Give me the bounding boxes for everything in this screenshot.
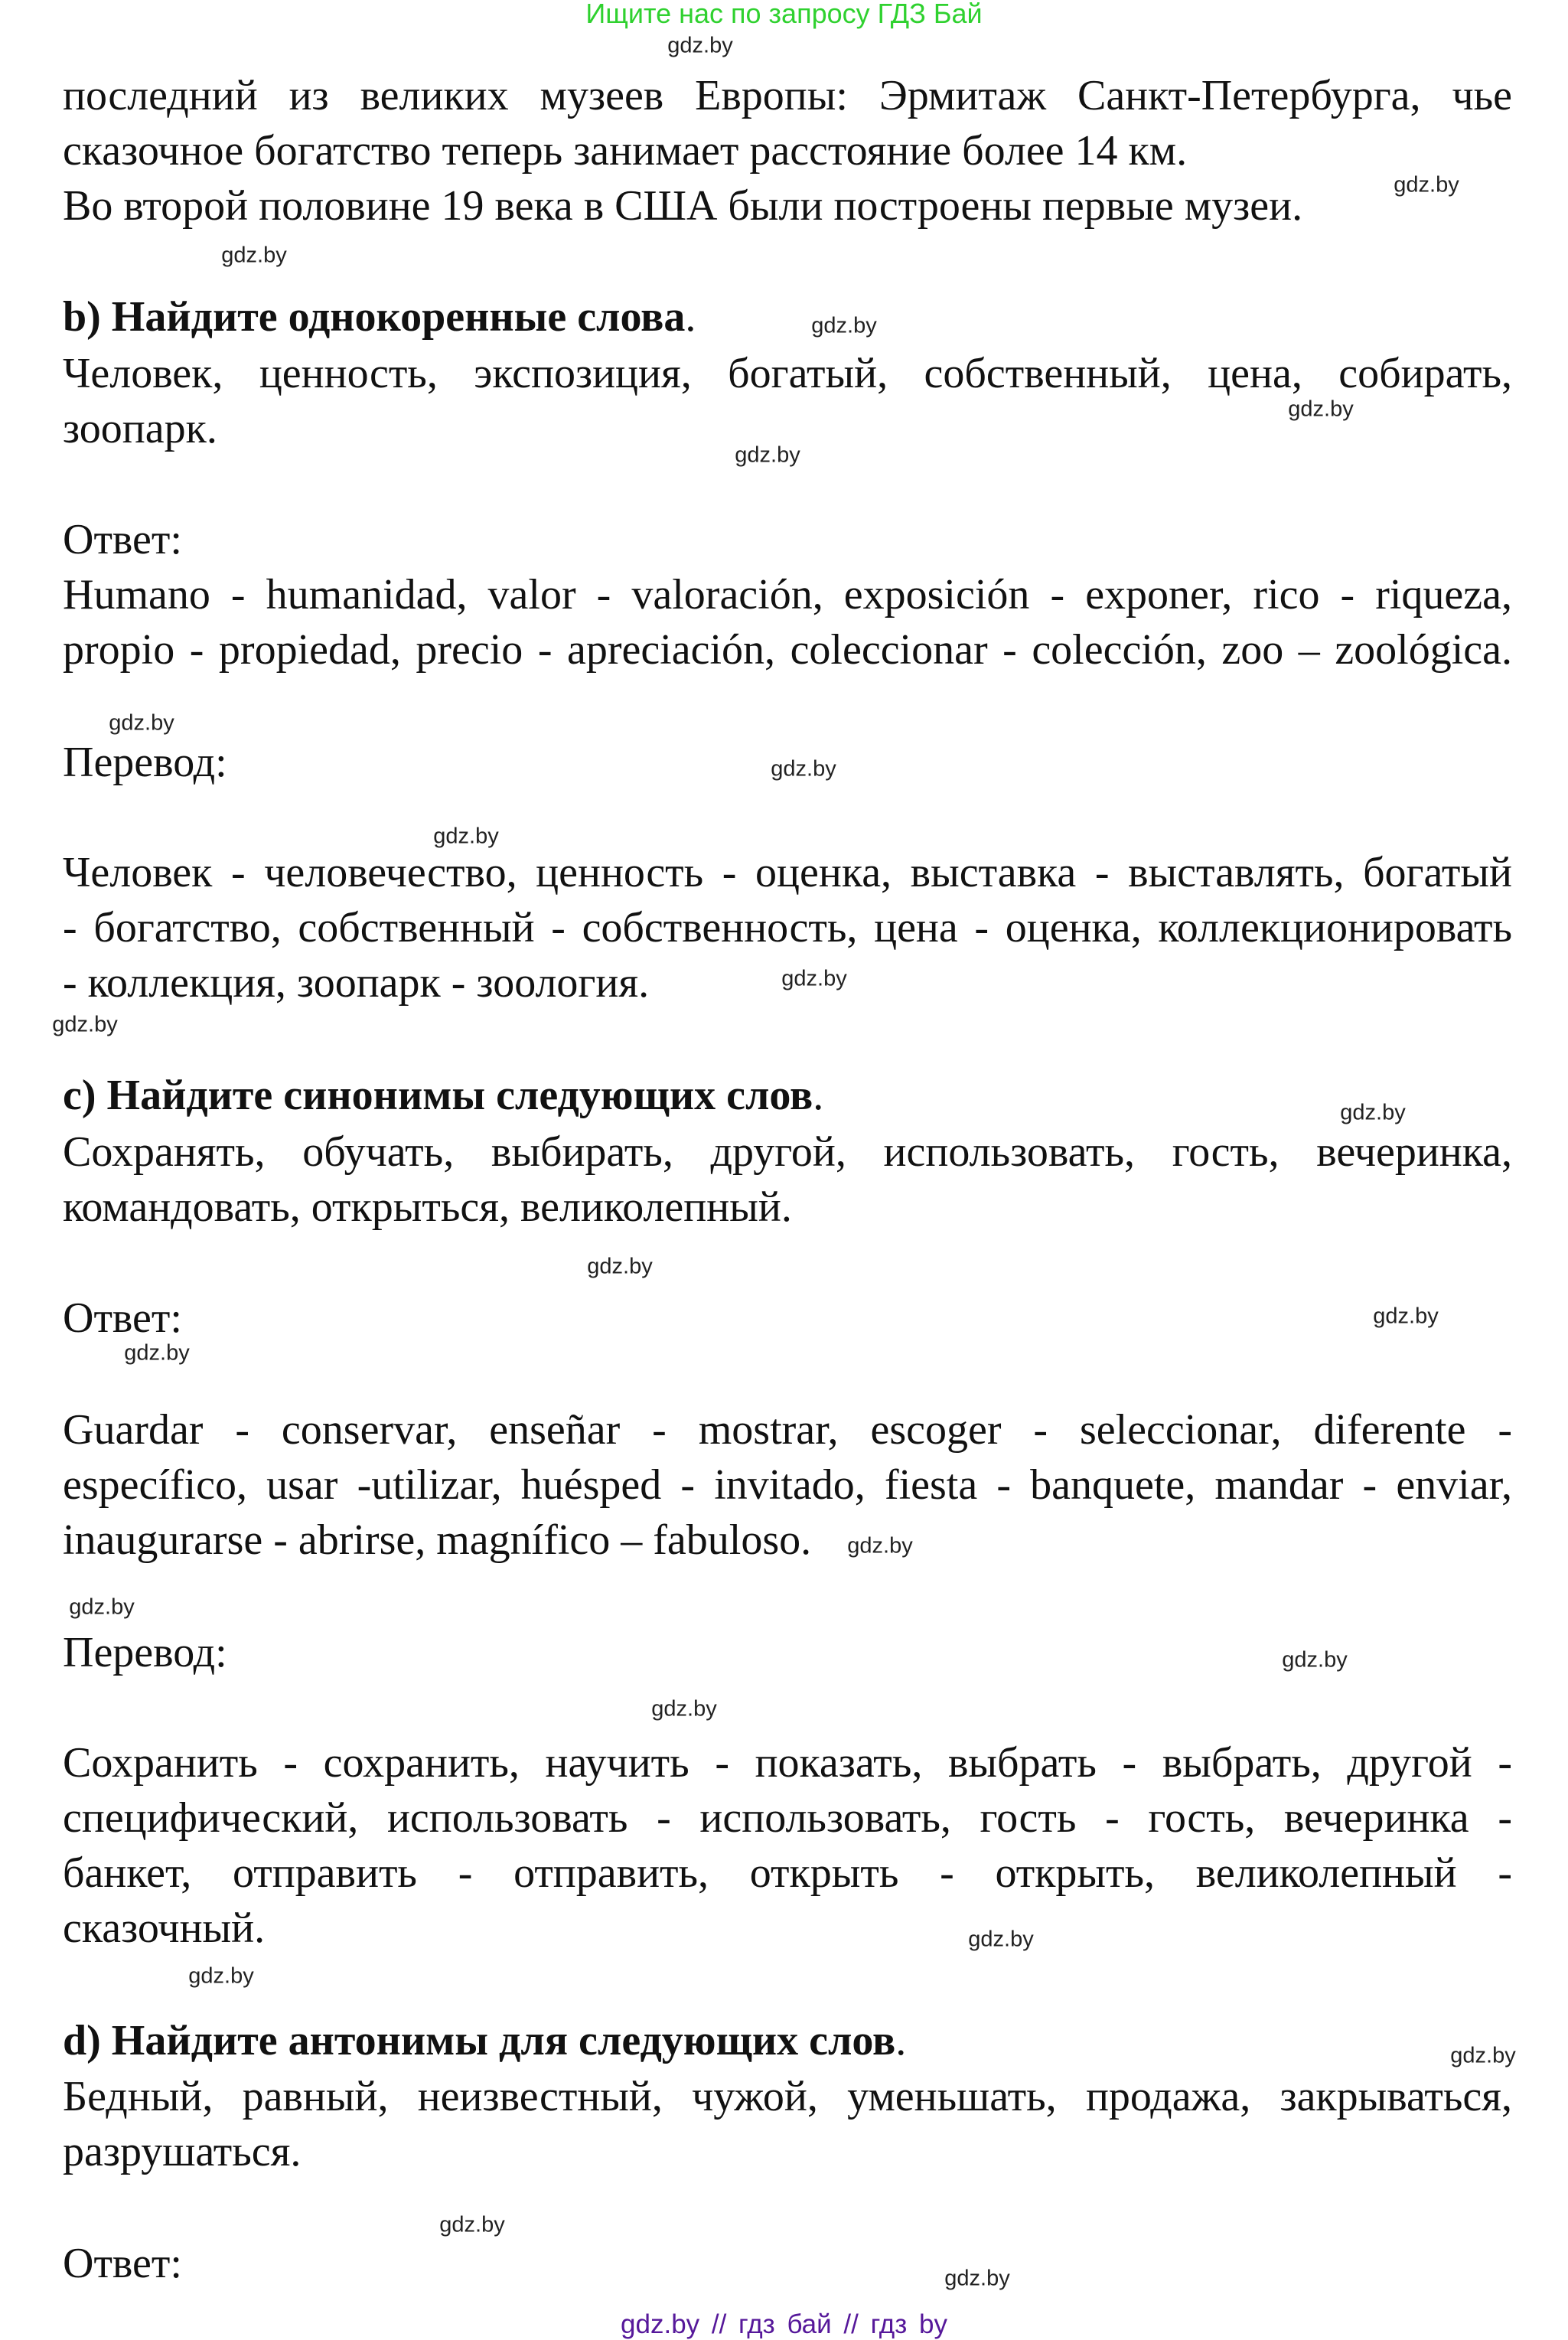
intro2 xyxy=(63,178,1512,233)
heading-text: c) Найдите синонимы следующих слов xyxy=(63,1072,813,1119)
text-line: Перевод: xyxy=(63,1629,227,1676)
watermark-text: gdz.by xyxy=(52,1012,118,1037)
text-line: Guardar - conservar, enseñar - mostrar, escoger - seleccionar, diferente - xyxy=(63,1406,1512,1454)
text-line: банкет, отправить - отправить, открыть - открыть, великолепный - xyxy=(63,1849,1512,1897)
task-d-words xyxy=(63,2069,1512,2179)
translation-c xyxy=(63,1735,1512,1956)
heading-suffix: . xyxy=(813,1072,824,1119)
text-line: Сохранить - сохранить, научить - показать, выбрать - выбрать, другой - xyxy=(63,1739,1512,1787)
section-heading xyxy=(63,2013,1512,2068)
watermark-text: gdz.by xyxy=(433,824,499,849)
footer-links[interactable]: gdz.by // гдз бай // гдз by xyxy=(621,2309,947,2339)
watermark-text: gdz.by xyxy=(439,2212,505,2237)
task-c-heading xyxy=(63,1068,1512,1123)
answer-c xyxy=(63,1402,1512,1568)
text-line: - коллекция, зоопарк - зоология. xyxy=(63,959,650,1007)
watermark-text: gdz.by xyxy=(109,710,174,736)
watermark-text: gdz.by xyxy=(771,756,836,782)
watermark-text: gdz.by xyxy=(1288,397,1354,422)
text-line: сказочный. xyxy=(63,1904,266,1952)
search-banner[interactable]: Ищите нас по запросу ГДЗ Бай xyxy=(585,0,983,29)
text-line: разрушаться. xyxy=(63,2128,302,2175)
watermark-text: gdz.by xyxy=(1282,1647,1348,1673)
text-line: Ответ: xyxy=(63,1294,182,1342)
text-line: Человек - человечество, ценность - оценка, выставка - выставлять, богатый xyxy=(63,849,1512,896)
text-line: последний из великих музеев Европы: Эрмитаж Санкт-Петербурга, чье xyxy=(63,72,1512,119)
text-line: específico, usar -utilizar, huésped - invitado, fiesta - banquete, mandar - enviar, xyxy=(63,1461,1512,1509)
watermark-text: gdz.by xyxy=(1450,2043,1516,2068)
watermark-text: gdz.by xyxy=(847,1533,913,1558)
watermark-text: gdz.by xyxy=(781,966,847,991)
text-line: Перевод: xyxy=(63,739,227,786)
task-b-heading xyxy=(63,289,1512,344)
watermark-text: gdz.by xyxy=(811,313,877,338)
answer-c-label xyxy=(63,1291,1512,1346)
watermark-text: gdz.by xyxy=(968,1927,1034,1952)
text-line: сказочное богатство теперь занимает расстояние более 14 км. xyxy=(63,127,1188,175)
watermark-text: gdz.by xyxy=(1373,1304,1439,1329)
text-line: Ответ: xyxy=(63,516,182,563)
section-heading xyxy=(63,1068,1512,1123)
heading-suffix: . xyxy=(685,293,696,341)
watermark-text: gdz.by xyxy=(124,1340,190,1366)
section-heading xyxy=(63,289,1512,344)
text-line: командовать, открыться, великолепный. xyxy=(63,1183,792,1231)
text-line: Humano - humanidad, valor - valoración, exposición - exponer, rico - riqueza, xyxy=(63,571,1512,618)
watermark-text: gdz.by xyxy=(188,1963,254,1989)
text-line: Во второй половине 19 века в США были построены первые музеи. xyxy=(63,182,1303,230)
text-line: Бедный, равный, неизвестный, чужой, уменьшать, продажа, закрываться, xyxy=(63,2073,1512,2120)
watermark-text: gdz.by xyxy=(1394,172,1459,197)
watermark-text: gdz.by xyxy=(944,2266,1010,2291)
text-line: inaugurarse - abrirse, magnífico – fabuloso. xyxy=(63,1516,812,1564)
answer-d-label xyxy=(63,2236,1512,2291)
text-line: propio - propiedad, precio - apreciación, coleccionar - colección, zoo – zoológica. xyxy=(63,626,1512,674)
answer-b xyxy=(63,567,1512,677)
text-line: Сохранять, обучать, выбирать, другой, использовать, гость, вечеринка, xyxy=(63,1128,1512,1176)
task-d-heading xyxy=(63,2013,1512,2068)
watermark-text: gdz.by xyxy=(1340,1100,1406,1125)
watermark-text: gdz.by xyxy=(69,1594,135,1620)
answer-b-label xyxy=(63,512,1512,567)
text-line: зоопарк. xyxy=(63,405,217,452)
watermark-text: gdz.by xyxy=(735,442,800,468)
text-line: специфический, использовать - использовать, гость - гость, вечеринка - xyxy=(63,1794,1512,1842)
text-line: Человек, ценность, экспозиция, богатый, собственный, цена, собирать, xyxy=(63,350,1512,397)
watermark-text: gdz.by xyxy=(651,1696,717,1722)
watermark-text: gdz.by xyxy=(221,243,287,268)
task-c-words xyxy=(63,1124,1512,1235)
heading-text: b) Найдите однокоренные слова xyxy=(63,293,686,341)
heading-text: d) Найдите антонимы для следующих слов xyxy=(63,2017,896,2064)
watermark-text: gdz.by xyxy=(587,1254,653,1279)
text-line: Ответ: xyxy=(63,2240,182,2287)
watermark-text: gdz.by xyxy=(667,33,733,58)
heading-suffix: . xyxy=(895,2017,907,2064)
text-line: - богатство, собственный - собственность, цена - оценка, коллекционировать xyxy=(63,904,1512,951)
intro xyxy=(63,68,1512,178)
